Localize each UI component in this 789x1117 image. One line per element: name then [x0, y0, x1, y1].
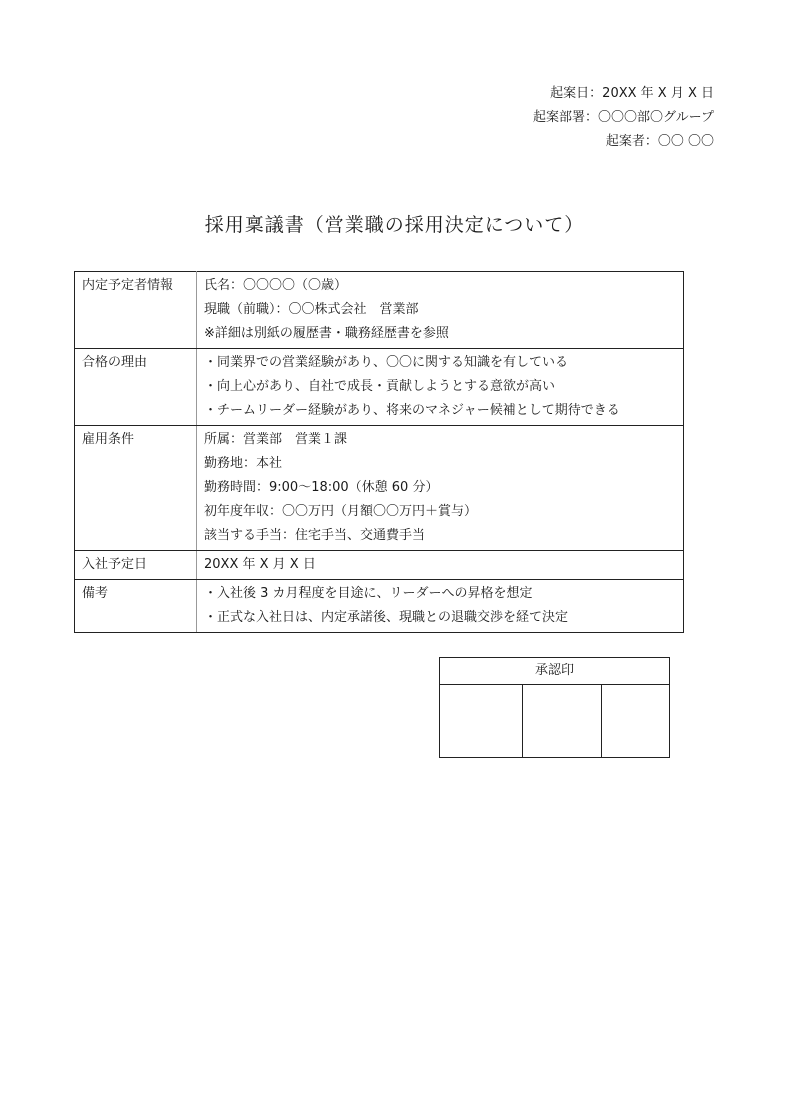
row-label: 入社予定日	[75, 551, 197, 580]
table-row	[75, 551, 684, 580]
draft-author: 起案者：〇〇 〇〇	[605, 134, 714, 149]
row-label: 合格の理由	[75, 349, 197, 426]
stamp-box	[440, 685, 523, 758]
row-value: ・入社後 3 カ月程度を目途に、リーダーへの昇格を想定 ・正式な入社日は、内定承諾後、現職との退職交渉を経て決定	[197, 580, 684, 633]
row-label: 内定予定者情報	[75, 272, 197, 349]
approval-stamp-table	[439, 657, 670, 758]
row-value: ・同業界での営業経験があり、〇〇に関する知識を有している ・向上心があり、自社で成長・貢献しようとする意欲が高い ・チームリーダー経験があり、将来のマネジャー候補として期待できる	[197, 349, 684, 426]
row-label: 雇用条件	[75, 426, 197, 551]
table-row	[75, 349, 684, 426]
approval-header: 承認印	[440, 658, 670, 685]
table-row	[75, 272, 684, 349]
row-label: 備考	[75, 580, 197, 633]
document-meta	[533, 82, 714, 154]
document-title: 採用稟議書（営業職の採用決定について）	[204, 214, 585, 236]
row-value: 所属：営業部 営業１課 勤務地：本社 勤務時間：9:00〜18:00（休憩 60 分） 初年度年収：〇〇万円（月額〇〇万円＋賞与） 該当する手当：住宅手当、交通費手当	[197, 426, 684, 551]
row-value: 20XX 年 X 月 X 日	[197, 551, 684, 580]
draft-department: 起案部署：〇〇〇部〇グループ	[533, 110, 714, 125]
stamp-box	[523, 685, 602, 758]
stamp-box	[602, 685, 670, 758]
table-row	[75, 580, 684, 633]
row-value: 氏名：〇〇〇〇（〇歳） 現職（前職）：〇〇株式会社 営業部 ※詳細は別紙の履歴書・職務経歴書を参照	[197, 272, 684, 349]
table-row	[75, 426, 684, 551]
proposal-table	[74, 271, 684, 633]
draft-date: 起案日：20XX 年 X 月 X 日	[550, 86, 714, 101]
